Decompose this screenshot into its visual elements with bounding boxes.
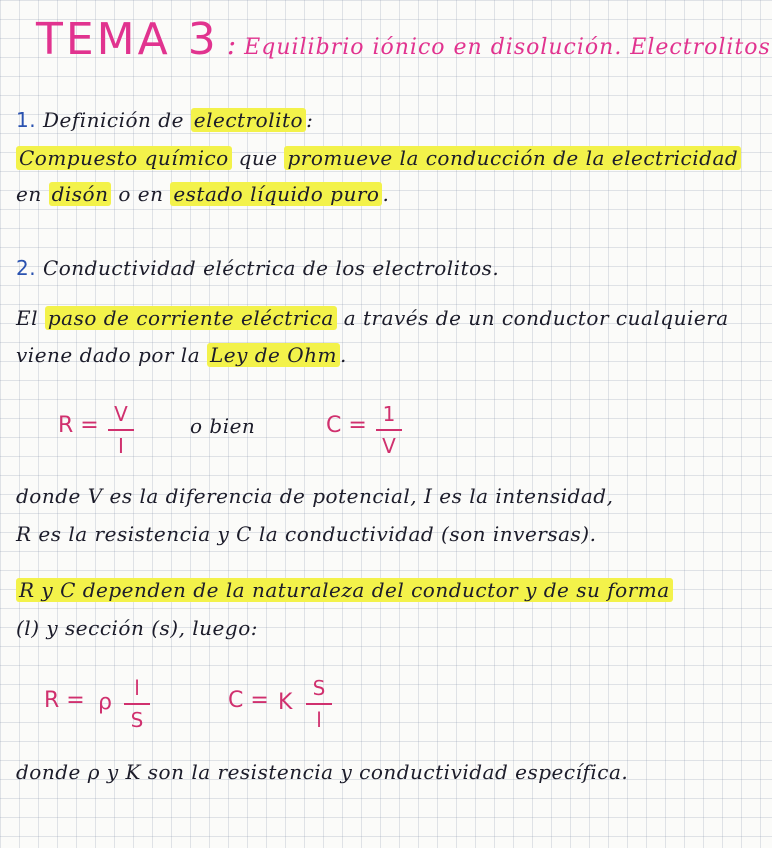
section1-line2-highlight2: estado líquido puro bbox=[170, 182, 382, 206]
page-title bbox=[36, 14, 771, 65]
formula4-k: K bbox=[278, 690, 293, 715]
section1-line1-highlight2: promueve la conducción de la electricidad bbox=[284, 146, 741, 170]
section2-heading bbox=[16, 256, 499, 280]
section2-p1-post: a través de un conductor cualquiera bbox=[343, 306, 729, 330]
section1-line2-end: . bbox=[382, 182, 390, 206]
formula2-lhs: C = bbox=[326, 413, 367, 438]
formula1-numerator: V bbox=[114, 402, 128, 426]
formula3-rho: ρ bbox=[98, 690, 112, 715]
section1-line2-pre: en bbox=[16, 182, 42, 206]
formula1-lhs: R = bbox=[58, 413, 99, 438]
formula4-bar bbox=[306, 703, 332, 705]
formula4-denominator: l bbox=[316, 708, 322, 732]
definition-line1: donde V es la diferencia de potencial, I es la intensidad, bbox=[16, 484, 614, 508]
section2-paragraph1 bbox=[16, 306, 729, 330]
formula4-lhs: C = bbox=[228, 688, 269, 713]
section1-heading-pre: Definición de bbox=[42, 108, 184, 132]
section2-p2-highlight: Ley de Ohm bbox=[207, 343, 340, 367]
formula4-fraction bbox=[306, 676, 332, 732]
section1-line1 bbox=[16, 146, 741, 170]
section1-line2-mid: o en bbox=[118, 182, 164, 206]
formula2-fraction bbox=[376, 402, 402, 458]
formula3-fraction bbox=[124, 676, 150, 732]
section1-line2-highlight: disón bbox=[49, 182, 112, 206]
formula2-denominator: V bbox=[382, 434, 396, 458]
formula1-fraction bbox=[108, 402, 134, 458]
dependence-line2: (l) y sección (s), luego: bbox=[16, 616, 258, 640]
dependence-highlight: R y C dependen de la naturaleza del conductor y de su forma bbox=[16, 578, 673, 602]
formula3-bar bbox=[124, 703, 150, 705]
section1-heading bbox=[16, 108, 313, 132]
title-colon: : bbox=[226, 28, 237, 61]
section2-heading-text: Conductividad eléctrica de los electrolitos. bbox=[42, 256, 500, 280]
formula3-lhs: R = bbox=[44, 688, 85, 713]
final-definition: donde ρ y K son la resistencia y conductividad específica. bbox=[16, 760, 629, 784]
section1-heading-highlight: electrolito bbox=[191, 108, 306, 132]
section2-p2-post: . bbox=[340, 343, 347, 367]
title-subtitle: Equilibrio iónico en disolución. Electrolitos bbox=[244, 35, 771, 60]
section2-p1-pre: El bbox=[16, 306, 38, 330]
section2-number: 2. bbox=[16, 256, 37, 280]
formula-or: o bien bbox=[190, 414, 256, 438]
dependence-line1 bbox=[16, 578, 673, 602]
section1-line2 bbox=[16, 182, 389, 206]
title-tema: TEMA 3 bbox=[36, 14, 219, 65]
formula2-bar bbox=[376, 429, 402, 431]
section1-line1-mid: que bbox=[238, 146, 278, 170]
section1-number: 1. bbox=[16, 108, 37, 132]
formula3-denominator: S bbox=[130, 708, 144, 732]
section2-p1-highlight: paso de corriente eléctrica bbox=[45, 306, 337, 330]
section1-line1-highlight: Compuesto químico bbox=[16, 146, 232, 170]
formula4-numerator: S bbox=[312, 676, 326, 700]
formula2-numerator: 1 bbox=[382, 402, 396, 426]
formula1-denominator: I bbox=[118, 434, 124, 458]
section2-paragraph2 bbox=[16, 343, 347, 367]
formula3-numerator: l bbox=[134, 676, 140, 700]
definition-line2: R es la resistencia y C la conductividad (son inversas). bbox=[16, 522, 597, 546]
section2-p2-pre: viene dado por la bbox=[16, 343, 201, 367]
section1-heading-post: : bbox=[306, 108, 314, 132]
formula1-bar bbox=[108, 429, 134, 431]
